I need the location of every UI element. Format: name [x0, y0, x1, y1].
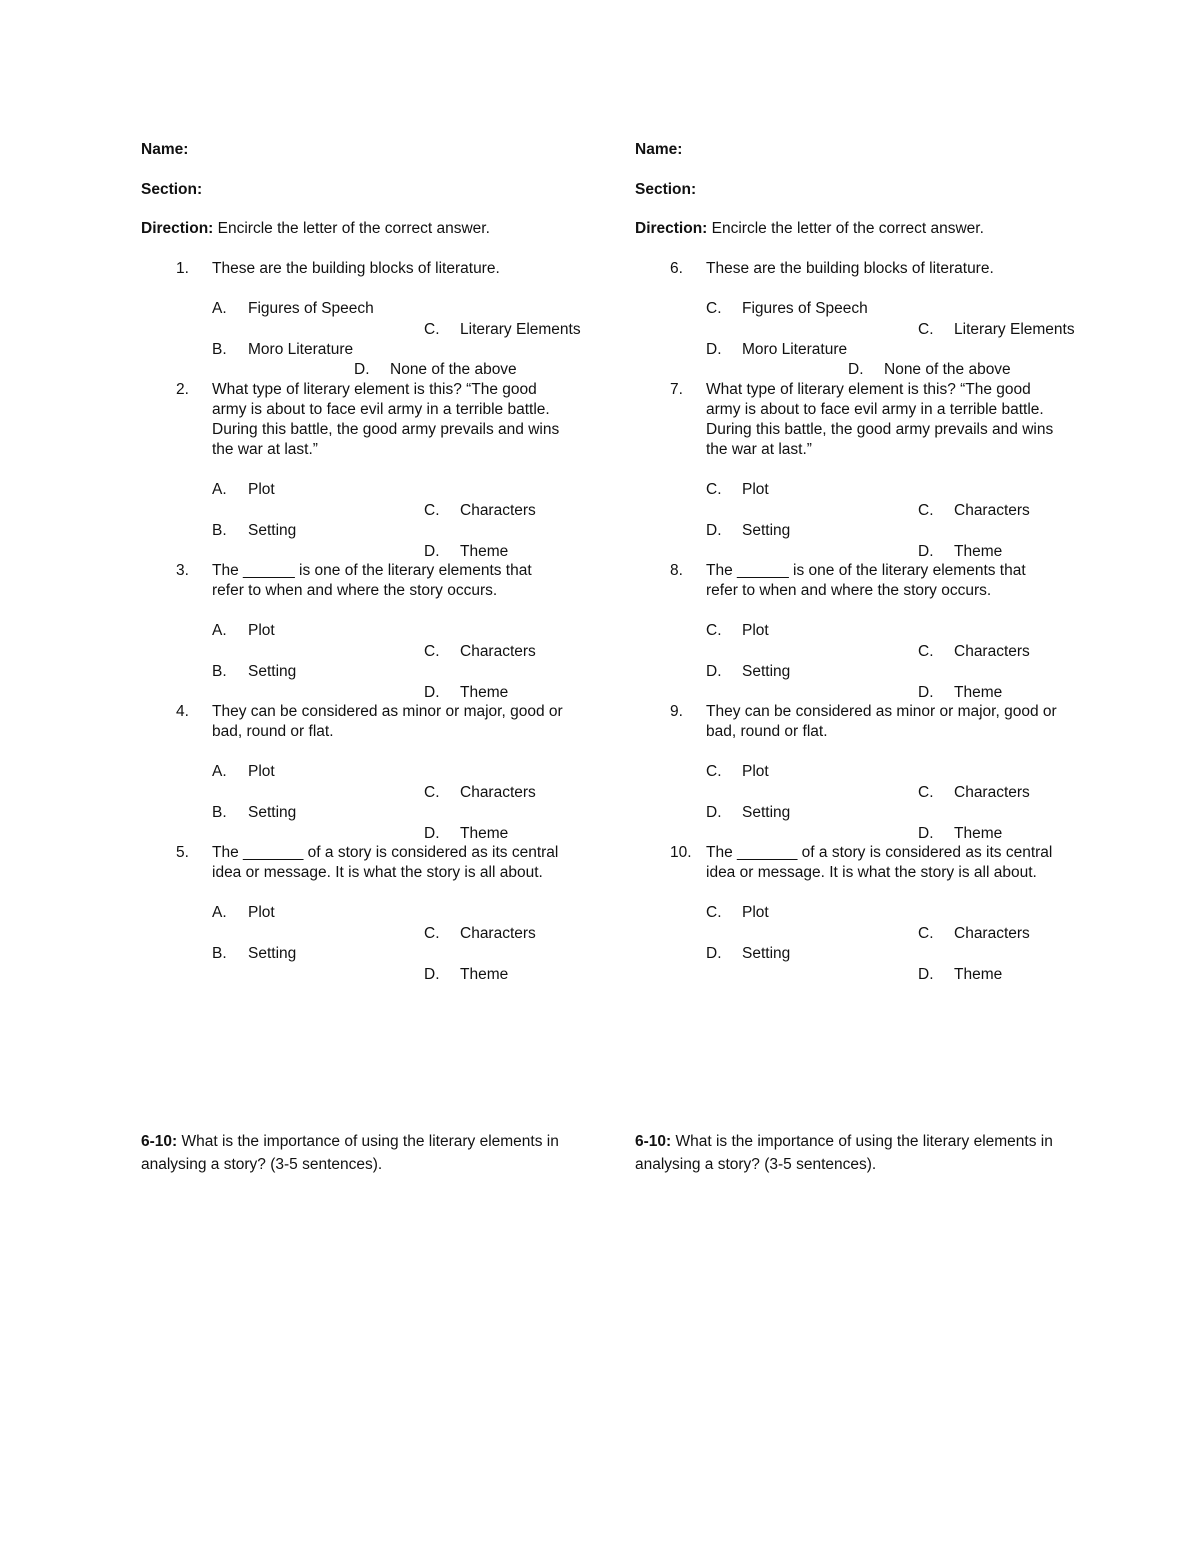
- choice-b[interactable]: [212, 662, 296, 682]
- question-text: The ______ is one of the literary elements that refer to when and where the story occurs.: [212, 561, 532, 599]
- choice-letter: D.: [918, 683, 934, 701]
- choice-letter: D.: [848, 360, 864, 378]
- section-line: [635, 180, 1065, 200]
- choice-c[interactable]: [918, 924, 1030, 944]
- choice-text: Theme: [460, 824, 509, 842]
- choice-letter: B.: [212, 803, 227, 821]
- choice-a[interactable]: [706, 621, 769, 641]
- question-item: [635, 561, 1065, 701]
- choice-text: Literary Elements: [460, 320, 581, 338]
- choice-letter: C.: [424, 924, 440, 942]
- choice-b[interactable]: [212, 340, 353, 360]
- choice-letter: C.: [706, 480, 722, 498]
- choice-letter: C.: [918, 320, 934, 338]
- choice-group: [141, 480, 571, 560]
- choice-letter: D.: [424, 542, 440, 560]
- choice-text: Literary Elements: [954, 320, 1075, 338]
- question-text: The _______ of a story is considered as its central idea or message. It is what the story is all about.: [212, 843, 559, 881]
- question-item: [635, 259, 1075, 378]
- question-text: These are the building blocks of literature.: [212, 259, 500, 277]
- choice-letter: B.: [212, 340, 227, 358]
- choice-group: [141, 299, 581, 378]
- choice-letter: C.: [424, 783, 440, 801]
- choice-d[interactable]: [354, 360, 517, 380]
- choice-a[interactable]: [706, 903, 769, 923]
- choice-group: [635, 480, 1065, 560]
- choice-text: Characters: [460, 501, 536, 519]
- choice-letter: D.: [706, 803, 722, 821]
- choice-letter: C.: [918, 501, 934, 519]
- direction-label: Direction:: [635, 220, 708, 237]
- choice-text: None of the above: [884, 360, 1011, 378]
- question-list: [635, 259, 1075, 983]
- choice-text: Theme: [954, 965, 1003, 983]
- question-item: [141, 380, 571, 560]
- choice-text: Theme: [460, 542, 509, 560]
- choice-letter: D.: [424, 965, 440, 983]
- choice-group: [141, 903, 571, 983]
- choice-group: [635, 621, 1065, 701]
- choice-letter: C.: [706, 762, 722, 780]
- choice-text: Plot: [248, 621, 275, 639]
- essay-label: 6-10:: [635, 1133, 672, 1150]
- choice-text: Plot: [742, 480, 769, 498]
- question-item: [635, 843, 1065, 983]
- choice-letter: C.: [424, 501, 440, 519]
- choice-letter: B.: [212, 944, 227, 962]
- choice-group: [635, 903, 1065, 983]
- choice-group: [141, 621, 571, 701]
- choice-group: [635, 299, 1075, 378]
- choice-d[interactable]: [424, 683, 508, 703]
- choice-text: Setting: [742, 521, 791, 539]
- choice-text: Characters: [460, 924, 536, 942]
- choice-text: Setting: [742, 803, 791, 821]
- choice-text: Characters: [460, 642, 536, 660]
- choice-d[interactable]: [918, 824, 1002, 844]
- choice-letter: D.: [918, 824, 934, 842]
- question-number: 3.: [176, 561, 189, 579]
- question-text: What type of literary element is this? “The good army is about to face evil army in a terrible battle. During this battle, the good army prevails and wins the war at last.”: [212, 380, 560, 458]
- choice-b[interactable]: [706, 662, 790, 682]
- choice-b[interactable]: [706, 944, 790, 964]
- direction-text: Encircle the letter of the correct answer.: [711, 220, 984, 237]
- choice-d[interactable]: [918, 683, 1002, 703]
- section-label: Section:: [141, 180, 203, 198]
- choice-c[interactable]: [918, 320, 1075, 340]
- choice-letter: C.: [424, 320, 440, 338]
- choice-b[interactable]: [212, 944, 296, 964]
- name-line: [141, 140, 571, 160]
- choice-c[interactable]: [918, 642, 1030, 662]
- choice-b[interactable]: [706, 521, 790, 541]
- choice-text: Characters: [954, 783, 1030, 801]
- question-number: 7.: [670, 380, 683, 398]
- choice-text: Theme: [460, 683, 509, 701]
- choice-letter: D.: [918, 542, 934, 560]
- choice-text: Plot: [248, 762, 275, 780]
- choice-text: Plot: [742, 762, 769, 780]
- question-item: [141, 702, 571, 842]
- choice-letter: C.: [706, 621, 722, 639]
- section-line: [141, 180, 571, 200]
- choice-letter: A.: [212, 480, 227, 498]
- choice-d[interactable]: [918, 965, 1002, 985]
- question-item: [141, 843, 571, 983]
- choice-c[interactable]: [424, 783, 536, 803]
- quiz-copy-right: [635, 140, 1075, 984]
- choice-text: Plot: [742, 621, 769, 639]
- question-text: These are the building blocks of literature.: [706, 259, 994, 277]
- choice-letter: C.: [706, 903, 722, 921]
- name-label: Name:: [141, 141, 189, 158]
- choice-text: Setting: [248, 803, 297, 821]
- choice-letter: C.: [706, 299, 722, 317]
- choice-b[interactable]: [706, 803, 790, 823]
- question-text: The _______ of a story is considered as its central idea or message. It is what the story is all about.: [706, 843, 1053, 881]
- choice-text: Figures of Speech: [742, 299, 868, 317]
- question-text: They can be considered as minor or major, good or bad, round or flat.: [212, 702, 563, 740]
- choice-letter: D.: [424, 683, 440, 701]
- choice-c[interactable]: [424, 320, 581, 340]
- choice-letter: D.: [706, 944, 722, 962]
- section-label: Section:: [635, 180, 697, 198]
- choice-a[interactable]: [212, 299, 374, 319]
- choice-text: Moro Literature: [248, 340, 354, 358]
- choice-text: Setting: [248, 944, 297, 962]
- choice-text: Theme: [954, 683, 1003, 701]
- choice-c[interactable]: [424, 642, 536, 662]
- choice-letter: B.: [212, 662, 227, 680]
- choice-b[interactable]: [212, 803, 296, 823]
- question-text: What type of literary element is this? “The good army is about to face evil army in a terrible battle. During this battle, the good army prevails and wins the war at last.”: [706, 380, 1054, 458]
- choice-b[interactable]: [706, 340, 847, 360]
- choice-text: Plot: [742, 903, 769, 921]
- direction-label: Direction:: [141, 220, 214, 237]
- name-label: Name:: [635, 141, 683, 158]
- question-number: 4.: [176, 702, 189, 720]
- direction-line: [141, 219, 571, 239]
- choice-c[interactable]: [424, 501, 536, 521]
- quiz-copy-left: [141, 140, 581, 984]
- choice-text: Setting: [248, 662, 297, 680]
- question-list: [141, 259, 581, 983]
- direction-line: [635, 219, 1065, 239]
- choice-text: Characters: [954, 501, 1030, 519]
- choice-a[interactable]: [212, 480, 275, 500]
- choice-letter: C.: [918, 783, 934, 801]
- choice-letter: C.: [918, 642, 934, 660]
- question-number: 6.: [670, 259, 683, 277]
- choice-letter: A.: [212, 762, 227, 780]
- choice-text: None of the above: [390, 360, 517, 378]
- choice-c[interactable]: [918, 501, 1030, 521]
- choice-letter: B.: [212, 521, 227, 539]
- choice-d[interactable]: [848, 360, 1011, 380]
- choice-letter: A.: [212, 621, 227, 639]
- essay-prompt-right: [635, 1130, 1075, 1176]
- choice-group: [635, 762, 1065, 842]
- choice-text: Moro Literature: [742, 340, 848, 358]
- choice-d[interactable]: [424, 965, 508, 985]
- choice-d[interactable]: [424, 824, 508, 844]
- choice-a[interactable]: [706, 762, 769, 782]
- question-number: 1.: [176, 259, 189, 277]
- choice-letter: A.: [212, 299, 227, 317]
- question-number: 2.: [176, 380, 189, 398]
- choice-text: Theme: [460, 965, 509, 983]
- choice-letter: D.: [354, 360, 370, 378]
- choice-letter: A.: [212, 903, 227, 921]
- question-text: They can be considered as minor or major, good or bad, round or flat.: [706, 702, 1057, 740]
- choice-text: Plot: [248, 480, 275, 498]
- direction-text: Encircle the letter of the correct answer.: [217, 220, 490, 237]
- choice-letter: D.: [918, 965, 934, 983]
- essay-text: What is the importance of using the literary elements in analysing a story? (3-5 sentences).: [635, 1133, 1053, 1173]
- choice-text: Plot: [248, 903, 275, 921]
- choice-c[interactable]: [918, 783, 1030, 803]
- question-item: [141, 561, 571, 701]
- name-line: [635, 140, 1065, 160]
- question-text: The ______ is one of the literary elements that refer to when and where the story occurs.: [706, 561, 1026, 599]
- choice-text: Setting: [742, 944, 791, 962]
- choice-letter: D.: [706, 340, 722, 358]
- question-item: [141, 259, 581, 378]
- choice-a[interactable]: [212, 621, 275, 641]
- question-number: 8.: [670, 561, 683, 579]
- choice-d[interactable]: [424, 542, 508, 562]
- choice-text: Characters: [954, 642, 1030, 660]
- choice-letter: D.: [424, 824, 440, 842]
- question-number: 9.: [670, 702, 683, 720]
- choice-a[interactable]: [706, 480, 769, 500]
- question-number: 10.: [670, 843, 692, 861]
- choice-text: Figures of Speech: [248, 299, 374, 317]
- choice-letter: D.: [706, 662, 722, 680]
- choice-text: Setting: [248, 521, 297, 539]
- essay-prompt-left: [141, 1130, 581, 1176]
- essay-label: 6-10:: [141, 1133, 178, 1150]
- choice-text: Theme: [954, 542, 1003, 560]
- choice-b[interactable]: [212, 521, 296, 541]
- choice-text: Setting: [742, 662, 791, 680]
- choice-letter: D.: [706, 521, 722, 539]
- choice-a[interactable]: [212, 903, 275, 923]
- choice-c[interactable]: [424, 924, 536, 944]
- essay-text: What is the importance of using the literary elements in analysing a story? (3-5 sentences).: [141, 1133, 559, 1173]
- choice-text: Characters: [954, 924, 1030, 942]
- choice-a[interactable]: [212, 762, 275, 782]
- choice-group: [141, 762, 571, 842]
- choice-a[interactable]: [706, 299, 868, 319]
- choice-letter: C.: [918, 924, 934, 942]
- choice-text: Theme: [954, 824, 1003, 842]
- question-number: 5.: [176, 843, 189, 861]
- choice-letter: C.: [424, 642, 440, 660]
- question-item: [635, 702, 1065, 842]
- choice-text: Characters: [460, 783, 536, 801]
- choice-d[interactable]: [918, 542, 1002, 562]
- question-item: [635, 380, 1065, 560]
